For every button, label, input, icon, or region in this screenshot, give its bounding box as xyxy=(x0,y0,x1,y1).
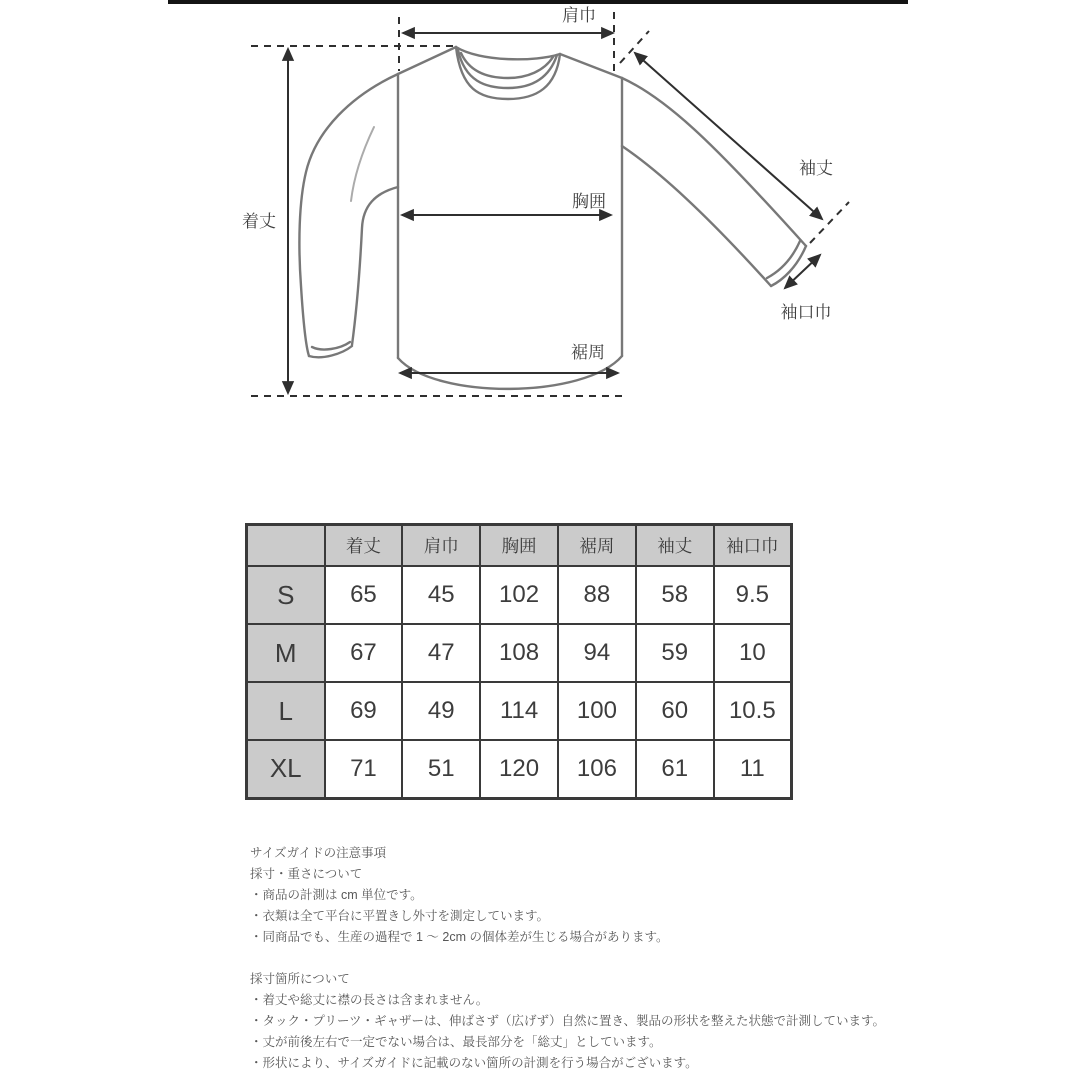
cell-value: 60 xyxy=(636,682,714,740)
note-line: ・衣類は全て平台に平置きし外寸を測定しています。 xyxy=(250,909,550,923)
table-corner-cell xyxy=(247,525,325,567)
cell-value: 10.5 xyxy=(714,682,792,740)
table-row-m xyxy=(247,624,792,682)
size-label: L xyxy=(247,682,325,740)
cell-value: 9.5 xyxy=(714,566,792,624)
sleeve-guide-top xyxy=(620,31,649,63)
cell-value: 49 xyxy=(402,682,480,740)
shoulder-width-label: 肩巾 xyxy=(562,6,596,25)
chest-label: 胸囲 xyxy=(572,192,606,211)
shirt-outline xyxy=(299,47,806,389)
cuff-width-label: 袖口巾 xyxy=(780,303,832,322)
col-header-shoulder-width: 肩巾 xyxy=(402,525,480,567)
right-sleeve-inner xyxy=(622,146,771,286)
sleeve-guide-cuff xyxy=(810,202,849,243)
cell-value: 71 xyxy=(325,740,403,798)
measurement-points-notes xyxy=(250,969,885,1074)
cell-value: 47 xyxy=(402,624,480,682)
cell-value: 102 xyxy=(480,566,558,624)
collar-rib-2 xyxy=(461,53,553,78)
size-guide-notes xyxy=(250,843,668,948)
size-label: XL xyxy=(247,740,325,798)
table-row-s xyxy=(247,566,792,624)
col-header-body-length: 着丈 xyxy=(325,525,403,567)
table-row-l xyxy=(247,682,792,740)
note-line: ・商品の計測は cm 単位です。 xyxy=(250,888,423,902)
col-header-cuff-width: 袖口巾 xyxy=(714,525,792,567)
right-cuff xyxy=(771,246,806,286)
sleeve-length-label: 袖丈 xyxy=(799,159,833,178)
table-row-xl xyxy=(247,740,792,798)
notes-title: 採寸箇所について xyxy=(250,972,350,986)
collar-back xyxy=(456,47,560,59)
cell-value: 11 xyxy=(714,740,792,798)
notes-subtitle: 採寸・重さについて xyxy=(250,867,363,881)
cell-value: 45 xyxy=(402,566,480,624)
cell-value: 58 xyxy=(636,566,714,624)
sleeve-length-arrow xyxy=(635,53,822,219)
garment-measurement-diagram xyxy=(0,0,1080,460)
cell-value: 94 xyxy=(558,624,636,682)
cell-value: 51 xyxy=(402,740,480,798)
col-header-hem: 裾周 xyxy=(558,525,636,567)
size-label: S xyxy=(247,566,325,624)
cell-value: 88 xyxy=(558,566,636,624)
sleeve-crease xyxy=(351,127,374,201)
cell-value: 69 xyxy=(325,682,403,740)
note-line: ・丈が前後左右で一定でない場合は、最長部分を「総丈」としています。 xyxy=(250,1035,662,1049)
cell-value: 114 xyxy=(480,682,558,740)
cell-value: 10 xyxy=(714,624,792,682)
cell-value: 100 xyxy=(558,682,636,740)
cell-value: 59 xyxy=(636,624,714,682)
cell-value: 120 xyxy=(480,740,558,798)
shoulder-right xyxy=(560,54,622,78)
cell-value: 106 xyxy=(558,740,636,798)
size-label: M xyxy=(247,624,325,682)
size-table xyxy=(245,523,793,800)
cell-value: 67 xyxy=(325,624,403,682)
right-cuff-inner xyxy=(767,241,800,278)
shoulder-left xyxy=(398,47,456,74)
left-sleeve-outer xyxy=(299,74,398,356)
right-sleeve-outer xyxy=(622,78,806,246)
body-length-label: 着丈 xyxy=(242,212,276,231)
col-header-chest: 胸囲 xyxy=(480,525,558,567)
hem-label: 裾周 xyxy=(571,343,605,362)
col-header-sleeve-length: 袖丈 xyxy=(636,525,714,567)
table-header-row xyxy=(247,525,792,567)
cell-value: 61 xyxy=(636,740,714,798)
cell-value: 65 xyxy=(325,566,403,624)
left-sleeve-inner xyxy=(352,187,398,345)
cell-value: 108 xyxy=(480,624,558,682)
notes-title: サイズガイドの注意事項 xyxy=(250,846,387,860)
left-cuff-inner xyxy=(312,342,350,349)
note-line: ・形状により、サイズガイドに記載のない箇所の計測を行う場合がございます。 xyxy=(250,1056,698,1070)
note-line: ・タック・プリーツ・ギャザーは、伸ばさず（広げず）自然に置き、製品の形状を整えた状態で計測しています。 xyxy=(250,1014,886,1028)
note-line: ・同商品でも、生産の過程で 1 ～ 2cm の個体差が生じる場合があります。 xyxy=(250,930,669,944)
note-line: ・着丈や総丈に襟の長さは含まれません。 xyxy=(250,993,489,1007)
